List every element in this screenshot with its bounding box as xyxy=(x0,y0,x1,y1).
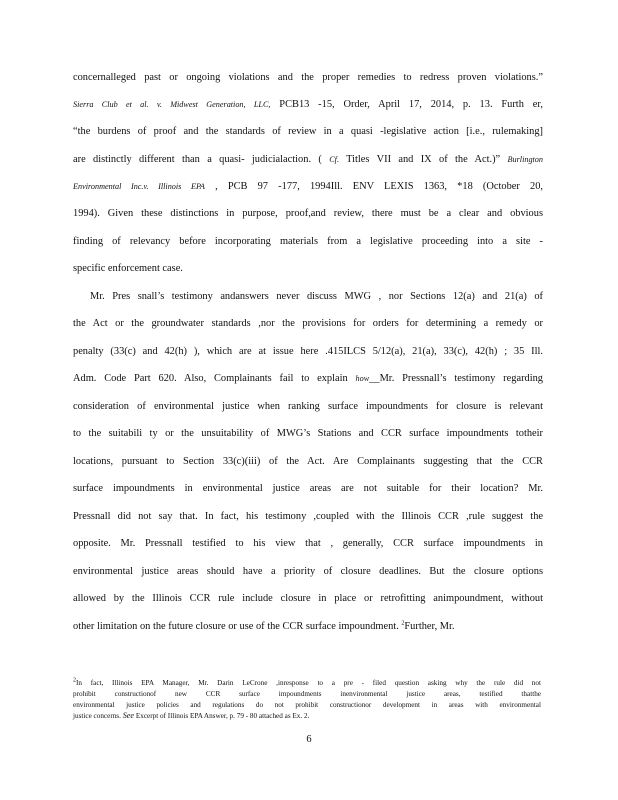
body-line: are distinctly different than a quasi- judicialaction. ( Cf. Titles VII and IX of the Act.)” Burlington xyxy=(73,154,543,165)
body-line: allowed by the Illinois CCR rule include closure in place or retrofitting animpoundment, without xyxy=(73,593,543,604)
body-line: specific enforcement case. xyxy=(73,263,183,274)
body-line: 1994). Given these distinctions in purpose, proof,and review, there must be a clear and obvious xyxy=(73,208,543,219)
body-line: the Act or the groundwater standards ,nor the provisions for orders for determining a remedy or xyxy=(73,318,543,329)
footnote-line: environmental justice policies and regulations do not prohibit constructionor development in areas with environmental xyxy=(73,701,541,709)
body-line: Sierra Club et al. v. Midwest Generation, LLC, PCB13 -15, Order, April 17, 2014, p. 13. Furth er, xyxy=(73,99,543,110)
body-line: to the suitabili ty or the unsuitability of MWG’s Stations and CCR surface impoundments totheir xyxy=(73,428,543,439)
italic-citation: Sierra Club et al. v. Midwest Generation, LLC, xyxy=(73,100,271,109)
footnote-line: $^2$In fact, Illinois EPA Manager, Mr. Darin LeCrone ,inresponse to a pre - filed question asking why the rule did not xyxy=(73,677,541,687)
body-line: consideration of environmental justice when ranking surface impoundments for closure is relevant xyxy=(73,401,543,412)
page-number: 6 xyxy=(306,734,312,745)
body-line: finding of relevancy before incorporating materials from a legislative proceeding into a site - xyxy=(73,236,543,247)
body-line: “the burdens of proof and the standards of review in a quasi -legislative action [i.e., rulemaking] xyxy=(73,126,543,137)
italic-citation: Burlington xyxy=(507,155,543,164)
italic-citation: Environmental Inc.v. Illinois EPA xyxy=(73,182,205,191)
body-line: concernalleged past or ongoing violations and the proper remedies to redress proven violations.” xyxy=(73,72,543,83)
body-line: environmental justice areas should have a priority of closure deadlines. But the closure options xyxy=(73,566,543,577)
body-line: Pressnall did not say that. In fact, his testimony ,coupled with the Illinois CCR ,rule suggest the xyxy=(73,511,543,522)
footnote-marker: 2 xyxy=(73,677,76,684)
body-line: surface impoundments in environmental justice areas are not suitable for their location? Mr. xyxy=(73,483,543,494)
italic-citation: how xyxy=(355,374,370,383)
body-line: other limitation on the future closure or use of the CCR surface impoundment. $^2$Further, Mr. xyxy=(73,620,455,632)
body-line: Adm. Code Part 620. Also, Complainants fail to explain how__Mr. Pressnall’s testimony regarding xyxy=(73,373,543,384)
italic-citation: Cf. xyxy=(329,155,339,164)
footnote-marker: 2 xyxy=(401,620,405,627)
footnote-line: prohibit constructionof new CCR surface impoundments inenvironmental justice areas, testified thatthe xyxy=(73,690,541,698)
footnote-line: justice concerns. See Excerpt of Illinois EPA Answer, p. 79 - 80 attached as Ex. 2. xyxy=(73,711,310,720)
body-line: opposite. Mr. Pressnall testified to his view that , generally, CCR surface impoundments in xyxy=(73,538,543,549)
italic-citation: See xyxy=(122,711,135,720)
body-line: locations, pursuant to Section 33(c)(iii) of the Act. Are Complainants suggesting that the CCR xyxy=(73,456,543,467)
body-line: Environmental Inc.v. Illinois EPA , PCB 97 -177, 1994Ill. ENV LEXIS 1363, *18 (October 20, xyxy=(73,181,543,192)
body-line: penalty (33(c) and 42(h) ), which are at issue here .415ILCS 5/12(a), 21(a), 33(c), 42(h) ; 35 Ill. xyxy=(73,346,543,357)
body-line: Mr. Pres snall’s testimony andanswers never discuss MWG , nor Sections 12(a) and 21(a) of xyxy=(90,291,543,302)
